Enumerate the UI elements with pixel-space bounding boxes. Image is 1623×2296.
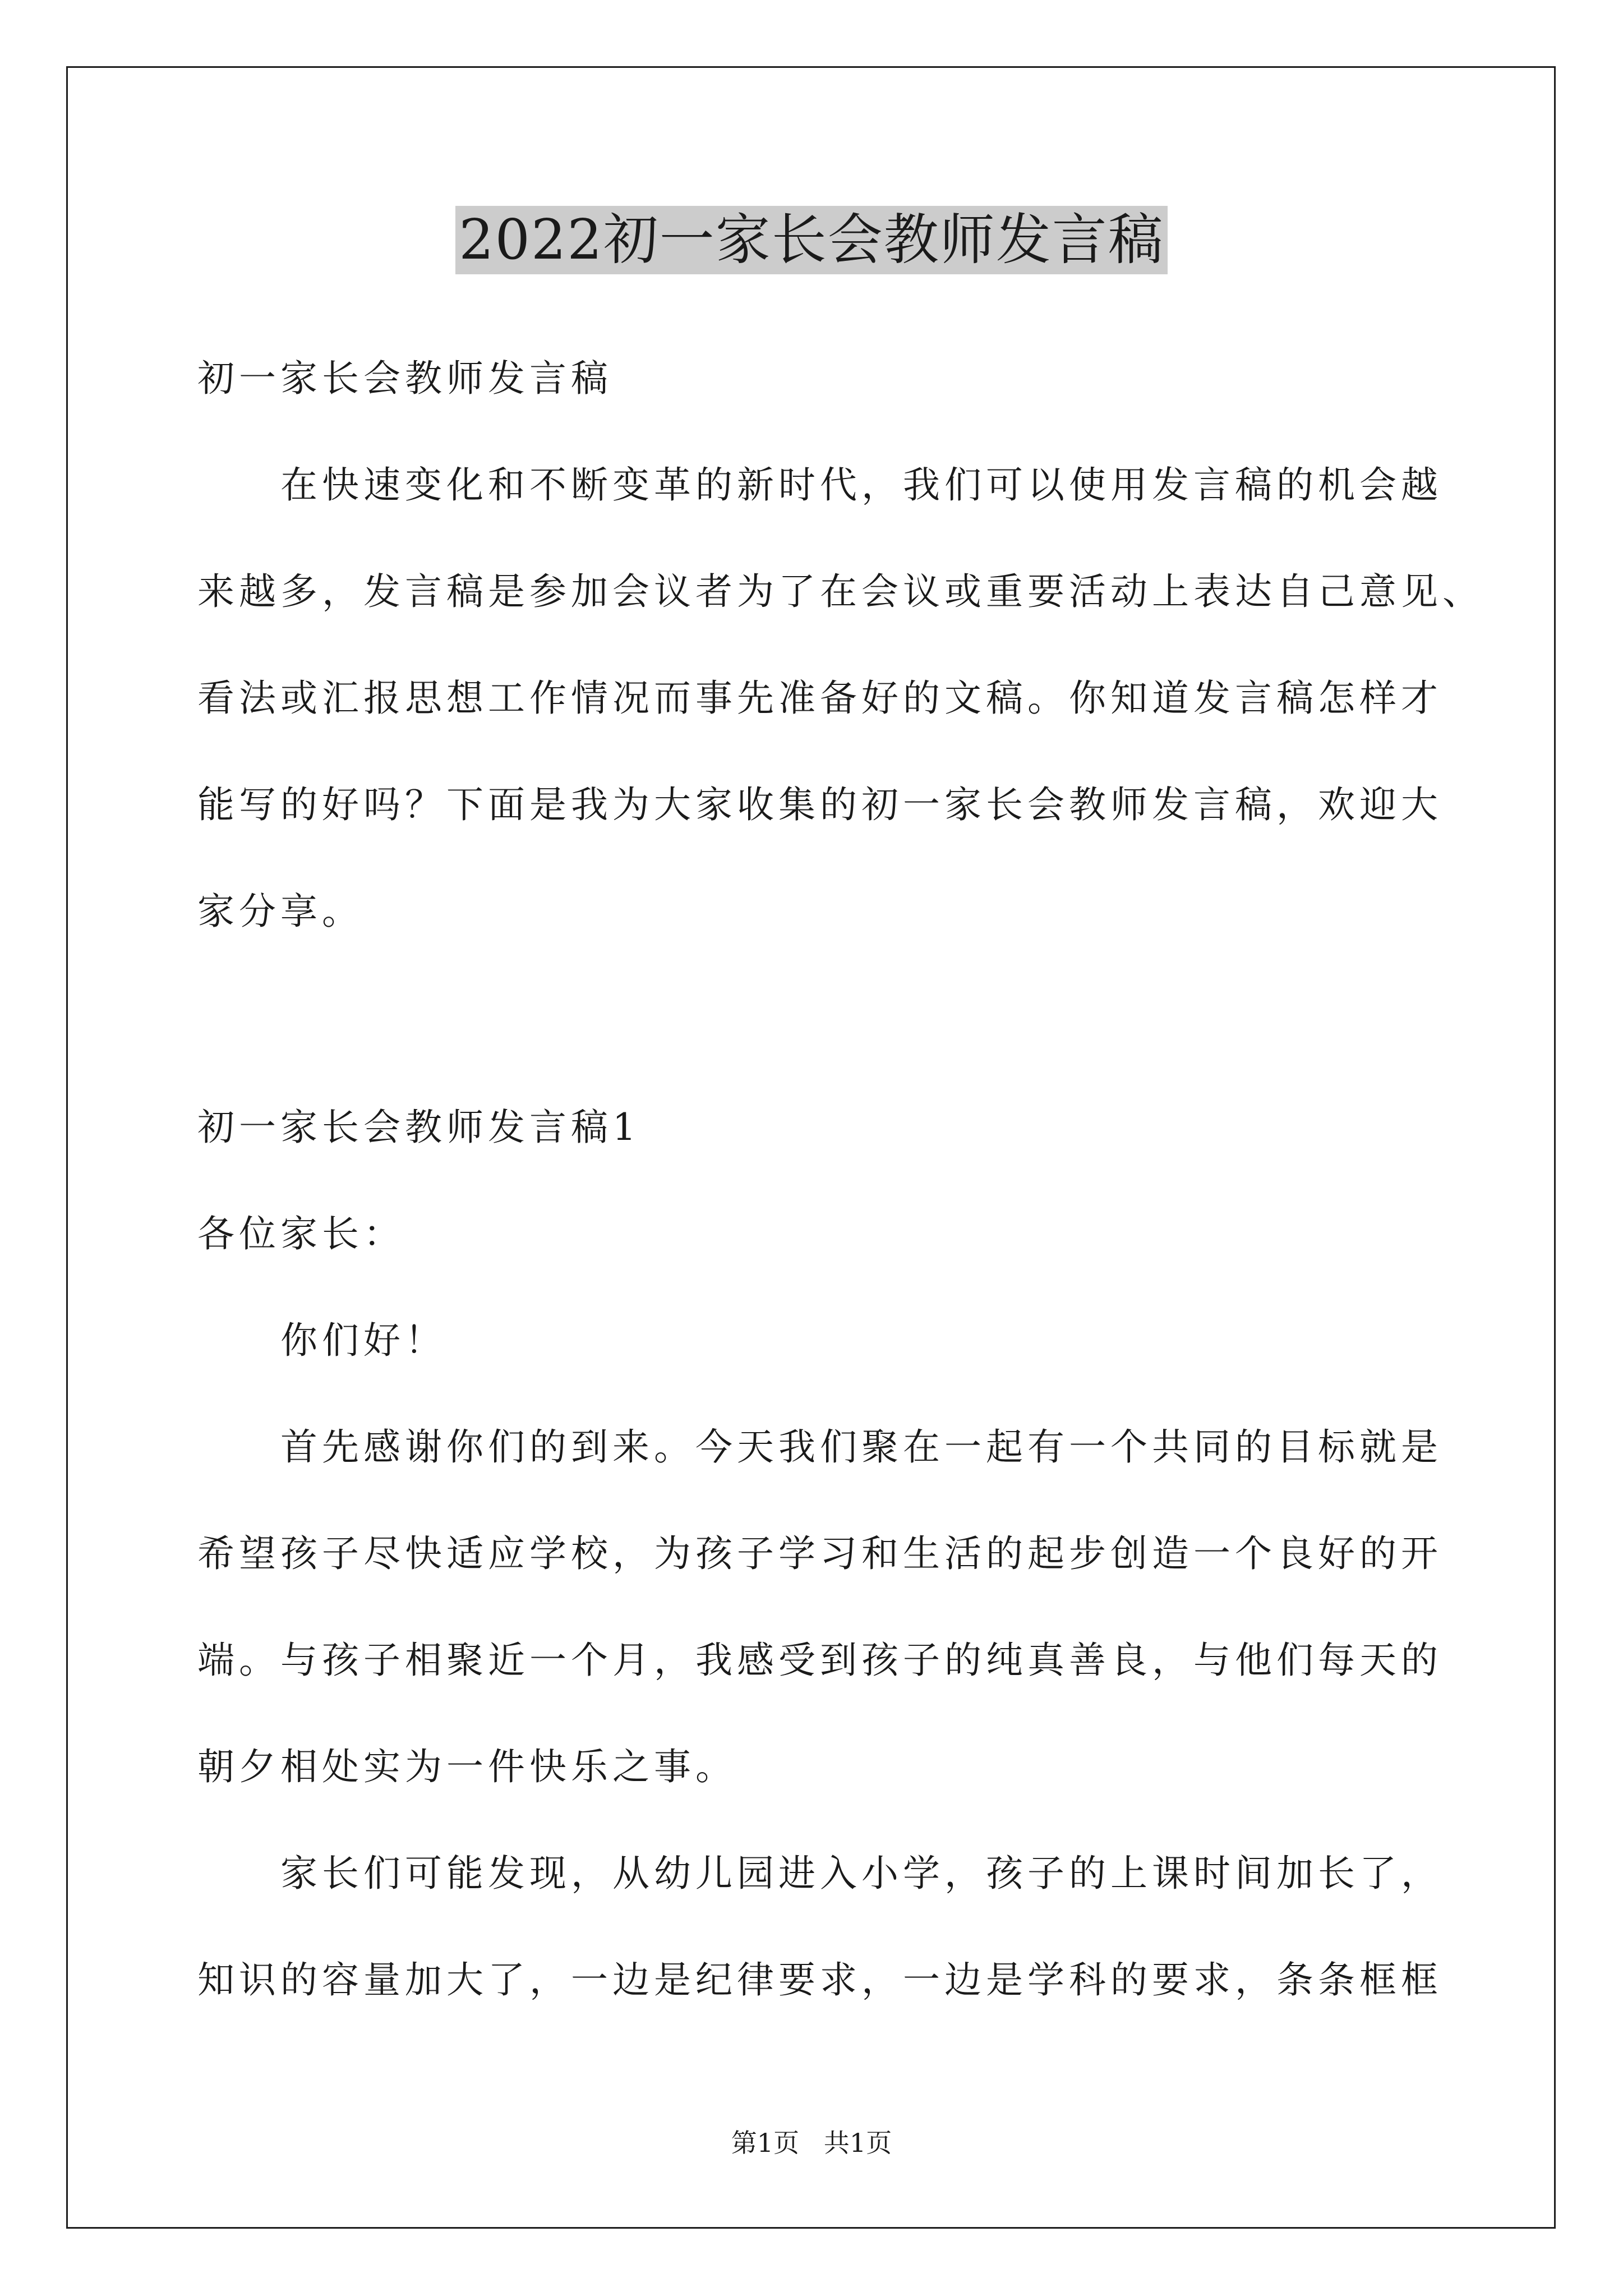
intro-paragraph-line: 来越多，发言稿是参加会议者为了在会议或重要活动上表达自己意见、 [197, 570, 1484, 613]
intro-paragraph-line: 家分享。 [197, 890, 363, 933]
body-paragraph-line: 家长们可能发现，从幼儿园进入小学，孩子的上课时间加长了， [280, 1852, 1442, 1895]
intro-paragraph-line: 能写的好吗？下面是我为大家收集的初一家长会教师发言稿，欢迎大 [197, 783, 1442, 826]
body-paragraph-line: 希望孩子尽快适应学校，为孩子学习和生活的起步创造一个良好的开 [197, 1532, 1442, 1575]
page-number-footer: 第1页 共1页 [731, 2128, 892, 2158]
document-title [0, 201, 1623, 279]
body-paragraph-line: 首先感谢你们的到来。今天我们聚在一起有一个共同的目标就是 [280, 1425, 1442, 1469]
body-paragraph-line: 端。与孩子相聚近一个月，我感受到孩子的纯真善良，与他们每天的 [197, 1639, 1442, 1682]
salutation-line: 各位家长： [197, 1212, 405, 1255]
document-title-text: 2022初一家长会教师发言稿 [455, 206, 1167, 274]
body-paragraph-line: 朝夕相处实为一件快乐之事。 [197, 1745, 737, 1788]
section-heading: 初一家长会教师发言稿1 [197, 1106, 640, 1149]
intro-paragraph-line: 在快速变化和不断变革的新时代，我们可以使用发言稿的机会越 [280, 463, 1442, 507]
greeting-line: 你们好！ [280, 1319, 446, 1362]
body-paragraph-line: 知识的容量加大了，一边是纪律要求，一边是学科的要求，条条框框 [197, 1958, 1442, 2001]
subtitle-line: 初一家长会教师发言稿 [197, 357, 612, 400]
intro-paragraph-line: 看法或汇报思想工作情况而事先准备好的文稿。你知道发言稿怎样才 [197, 677, 1442, 720]
